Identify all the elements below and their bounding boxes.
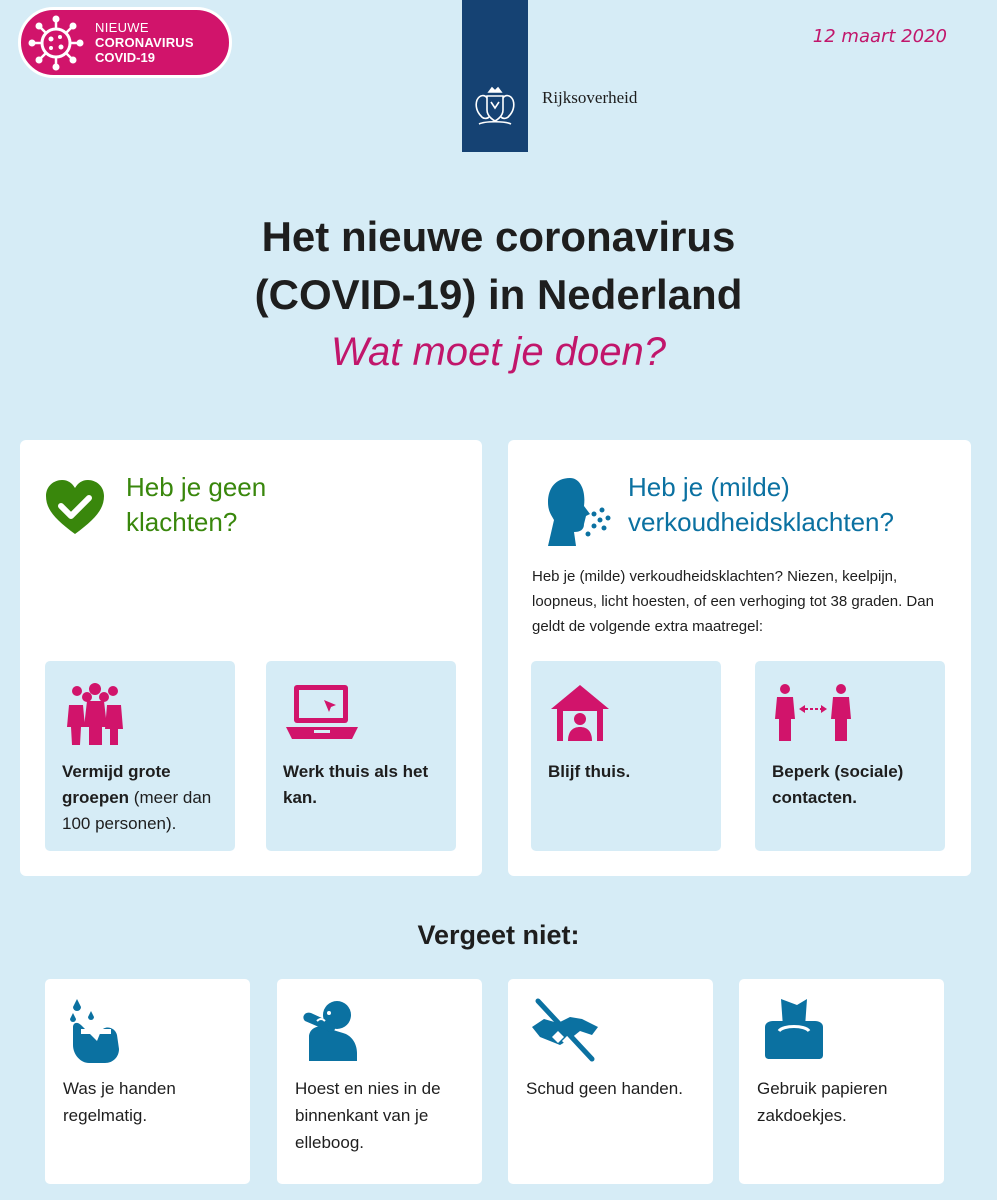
tip-wash-hands-text: Was je handen regelmatig. [63,1079,176,1125]
tip-tissues-text: Gebruik papieren zakdoekjes. [757,1079,888,1125]
logo-bar [462,0,528,152]
no-symptoms-heading-line-1: Heb je geen [126,472,267,502]
symptoms-heading-line-2: verkoudheidsklachten? [628,507,894,537]
tip-elbow [277,979,482,1184]
avoid-groups-text [62,759,232,837]
badge-line-2: CORONAVIRUS [95,35,194,50]
logo-text: Rijksoverheid [542,88,638,107]
work-home-text [283,759,453,811]
tissue-box-icon [761,997,827,1061]
tip-tissues [739,979,944,1184]
page-title [0,208,997,324]
forget-heading: Vergeet niet: [417,920,580,950]
no-handshake-icon [530,997,600,1063]
limit-contacts-bold: Beperk (sociale) contacten. [772,762,904,807]
heart-check-icon [44,478,106,536]
limit-contacts-text [772,759,942,811]
avoid-groups-rest: (meer dan 100 personen). [62,788,212,833]
publication-date: 12 maart 2020 [812,26,947,47]
no-symptoms-heading-line-2: klachten? [126,507,238,537]
symptoms-heading-line-1: Heb je (milde) [628,472,790,502]
limit-contacts-card [755,661,945,851]
sneeze-icon [542,476,614,548]
distance-icon [773,683,853,743]
laptop-icon [284,683,360,743]
group-icon [63,683,127,747]
home-icon [549,683,611,743]
elbow-cough-icon [299,997,359,1063]
no-symptoms-heading [126,470,266,540]
symptoms-panel [508,440,971,876]
work-home-card [266,661,456,851]
title-line-1: Het nieuwe coronavirus [261,213,736,260]
symptoms-description: Heb je (milde) verkoudheidsklachten? Niezen, keelpijn, loopneus, licht hoesten, of een verhoging tot 38 graden. Dan geldt de volgende extra maatregel: [532,568,934,635]
tip-no-handshake-text: Schud geen handen. [526,1079,683,1098]
stay-home-bold: Blijf thuis. [548,762,631,781]
wash-hands-icon [67,997,123,1065]
avoid-groups-bold: Vermijd grote groepen [62,762,171,807]
symptoms-heading [628,470,928,540]
title-line-2: (COVID-19) in Nederland [254,271,743,318]
tip-wash-hands [45,979,250,1184]
page-subtitle: Wat moet je doen? [330,330,667,374]
avoid-groups-card [45,661,235,851]
tip-no-handshake [508,979,713,1184]
badge-line-3: COVID-19 [95,50,155,65]
stay-home-card [531,661,721,851]
work-home-bold: Werk thuis als het kan. [283,762,429,807]
coat-of-arms-icon [469,82,521,134]
virus-icon [27,14,85,72]
badge-line-1: NIEUWE [95,20,149,35]
no-symptoms-panel [20,440,482,876]
stay-home-text [548,759,718,785]
covid-badge [18,7,232,78]
tip-elbow-text: Hoest en nies in de binnenkant van je elleboog. [295,1079,441,1152]
